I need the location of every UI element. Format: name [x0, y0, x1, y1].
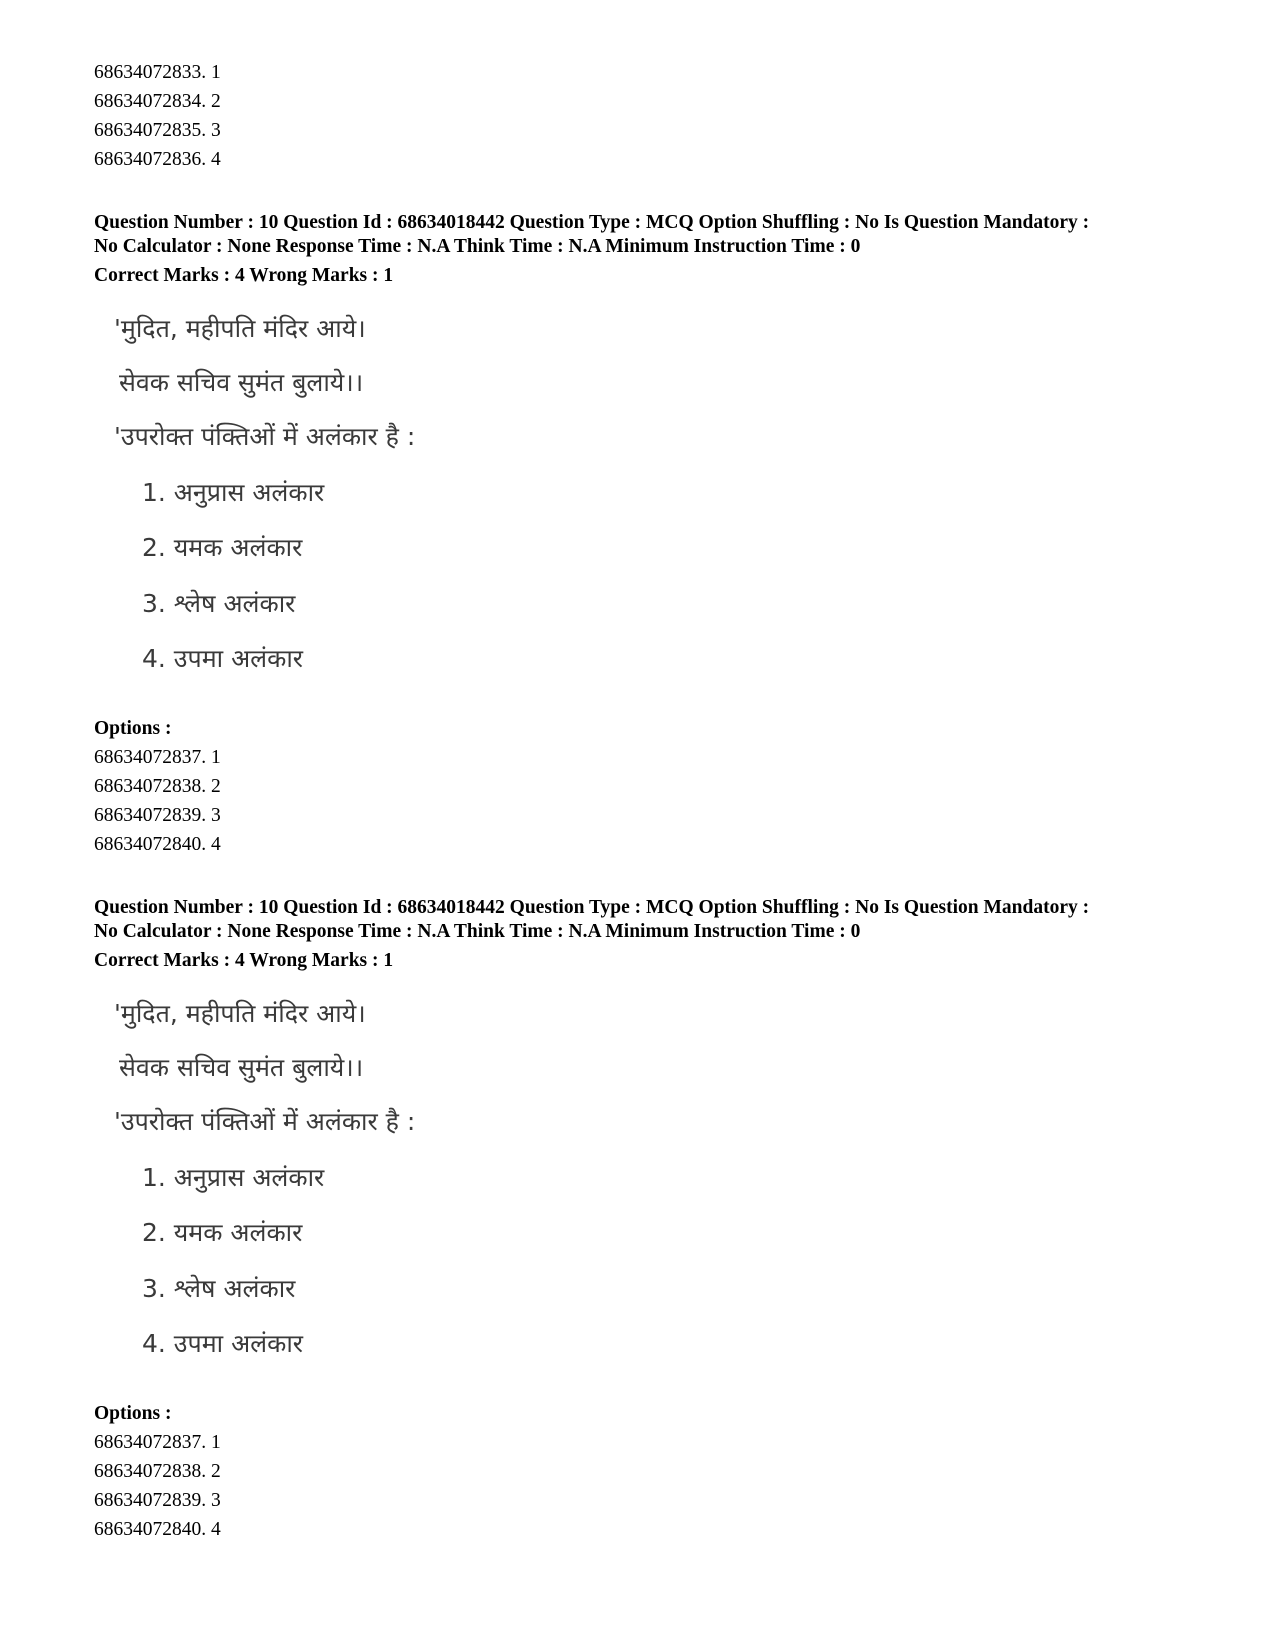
document-page	[94, 58, 1204, 1544]
choice-item: 4. उपमा अलंकार	[142, 644, 304, 673]
question-prompt: 'उपरोक्त पंक्तिओं में अलंकार है :	[114, 1107, 416, 1136]
verse-line-1: 'मुदित, महीपति मंदिर आये।	[114, 314, 366, 343]
option-line: 68634072840. 4	[94, 834, 221, 855]
option-id: 68634072833	[94, 62, 202, 83]
option-value: 4	[211, 149, 221, 170]
options-label: Options :	[94, 1403, 172, 1424]
choice-item: 1. अनुप्रास अलंकार	[142, 478, 325, 507]
option-value: 2	[211, 776, 221, 797]
option-value: 1	[211, 1432, 221, 1453]
option-line: 68634072838. 2	[94, 1461, 221, 1482]
option-line: 68634072833. 1	[94, 62, 221, 83]
choice-item: 3. श्लेष अलंकार	[142, 589, 296, 618]
option-id: 68634072837	[94, 747, 202, 768]
question-image	[94, 300, 1204, 714]
option-value: 3	[211, 1490, 221, 1511]
choice-item: 1. अनुप्रास अलंकार	[142, 1163, 325, 1192]
option-line: 68634072840. 4	[94, 1519, 221, 1540]
option-value: 4	[211, 1519, 221, 1540]
question-image	[94, 985, 1204, 1399]
verse-line-2: सेवक सचिव सुमंत बुलाये।।	[119, 1053, 364, 1082]
question-header-line1: Question Number : 10 Question Id : 68634018442 Question Type : MCQ Option Shuffling : No Is Question Mandatory :	[94, 897, 1090, 918]
option-line: 68634072837. 1	[94, 1432, 221, 1453]
top-options-list	[94, 58, 1204, 174]
option-value: 2	[211, 1461, 221, 1482]
option-id: 68634072839	[94, 805, 202, 826]
question-block	[94, 896, 1204, 1544]
question-marks: Correct Marks : 4 Wrong Marks : 1	[94, 950, 394, 971]
option-id: 68634072838	[94, 776, 202, 797]
option-value: 4	[211, 834, 221, 855]
option-line: 68634072836. 4	[94, 149, 221, 170]
option-line: 68634072838. 2	[94, 776, 221, 797]
option-line: 68634072839. 3	[94, 1490, 221, 1511]
options-list	[94, 1428, 1204, 1544]
options-list	[94, 743, 1204, 859]
question-header-line2: No Calculator : None Response Time : N.A Think Time : N.A Minimum Instruction Time : 0	[94, 921, 861, 942]
choice-item: 3. श्लेष अलंकार	[142, 1274, 296, 1303]
option-id: 68634072838	[94, 1461, 202, 1482]
option-id: 68634072839	[94, 1490, 202, 1511]
option-id: 68634072834	[94, 91, 202, 112]
option-id: 68634072840	[94, 834, 202, 855]
option-value: 2	[211, 91, 221, 112]
question-prompt: 'उपरोक्त पंक्तिओं में अलंकार है :	[114, 422, 416, 451]
option-value: 1	[211, 62, 221, 83]
option-line: 68634072839. 3	[94, 805, 221, 826]
question-header-line1: Question Number : 10 Question Id : 68634018442 Question Type : MCQ Option Shuffling : No Is Question Mandatory :	[94, 212, 1090, 233]
verse-line-1: 'मुदित, महीपति मंदिर आये।	[114, 999, 366, 1028]
option-line: 68634072835. 3	[94, 120, 221, 141]
question-header-line2: No Calculator : None Response Time : N.A Think Time : N.A Minimum Instruction Time : 0	[94, 236, 861, 257]
choice-item: 4. उपमा अलंकार	[142, 1329, 304, 1358]
option-id: 68634072840	[94, 1519, 202, 1540]
option-value: 1	[211, 747, 221, 768]
options-label: Options :	[94, 718, 172, 739]
option-value: 3	[211, 805, 221, 826]
option-id: 68634072837	[94, 1432, 202, 1453]
option-line: 68634072837. 1	[94, 747, 221, 768]
choice-item: 2. यमक अलंकार	[142, 1218, 303, 1247]
choice-item: 2. यमक अलंकार	[142, 533, 303, 562]
question-block	[94, 211, 1204, 859]
verse-line-2: सेवक सचिव सुमंत बुलाये।।	[119, 368, 364, 397]
option-value: 3	[211, 120, 221, 141]
option-id: 68634072836	[94, 149, 202, 170]
option-line: 68634072834. 2	[94, 91, 221, 112]
question-marks: Correct Marks : 4 Wrong Marks : 1	[94, 265, 394, 286]
option-id: 68634072835	[94, 120, 202, 141]
